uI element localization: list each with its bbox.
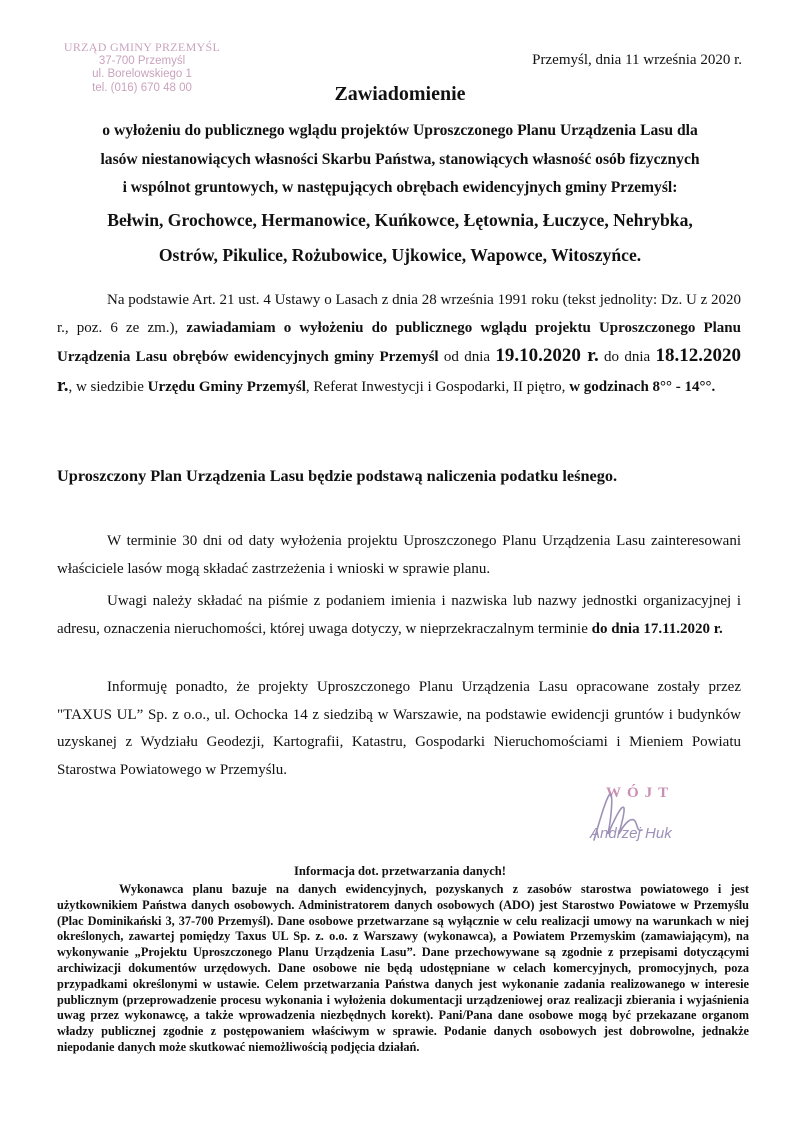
submission-deadline: do dnia 17.11.2020 r. [591, 620, 723, 637]
subject-villages-line-2: Ostrów, Pikulice, Rożubowice, Ujkowice, Wapowce, Witoszyńce. [158, 244, 642, 265]
legal-basis-text: Na podstawie Art. 21 ust. 4 Ustawy o Lasach z dnia 28 września 1991 roku (tekst jednolity: Dz. U z 2020 r., poz. 6 ze zm.), [57, 292, 741, 336]
document-title: Zawiadomienie [334, 83, 466, 105]
stamp-postal-code: 37-700 Przemyśl [98, 54, 186, 67]
signature-name: Andrzej Huk [590, 825, 672, 842]
data-processing-text: Wykonawca planu bazuje na danych ewidencyjnych, pozyskanych z zasobów starostwa powiatowego i jest użytkownikiem Państwa danych osobowych. Administratorem danych osobowych (ADO) jest Starostwo Powiatowe w Przemyślu (Plac Dominikański 3, 37-700 Przemyśl). Dane osobowe przetwarzane są wyłącznie w celu realizacji umowy na warunkach w niej określonych, zawartej pomiędzy Taxus UL Sp. z. o.o. z Warszawy (wykonawca), a Powiatem Przemyskim (zamawiającym), na wykonywanie „Projektu Uproszczonego Planu Urządzenia Lasu”. Dane przechowywane są zgodnie z przepisami dotyczącymi archiwizacji dokumentów urzędowych. Dane osobowe nie będą udostępniane w celach komercyjnych, promocyjnych, poza przypadkami określonymi w ustawie. Celem przetwarzania Państwa danych jest wykonanie zadania realizowanego w interesie publicznym (przeprowadzenie procesu wykonania i wyłożenia dokumentacji urządzeniowej oraz realizacji zbierania i wyjaśnienia uwag przez wykonawcę, a także wprowadzenia niezbędnych korekt). Pani/Pana dane osobowe mogą być przekazane organom władzy publicznej zgodnie z postępowaniem właściwym w sprawie. Podanie danych osobowych jest dobrowolne, jednakże niepodanie danych może skutkować niemożliwością podjęcia działań. [57, 882, 749, 1054]
announcement-bold: zawiadamiam o wyłożeniu do publicznego wglądu projektu Uproszczonego Planu Urządzenia Lasu obrębów ewidencyjnych gminy Przemyśl [57, 319, 741, 365]
objections-period-text: W terminie 30 dni od daty wyłożenia projektu Uproszczonego Planu Urządzenia Lasu zainteresowani właściciele lasów mogą składać zastrzeżenia i wnioski w sprawie planu. [57, 533, 741, 577]
notice-subject [60, 117, 740, 273]
stamp-phone: tel. (016) 670 48 00 [92, 81, 192, 94]
stamp-office-name: URZĄD GMINY PRZEMYŚL [63, 40, 221, 54]
subject-villages-line-1: Bełwin, Grochowce, Hermanowice, Kuńkowce, Łętownia, Łuczyce, Nehrybka, [107, 209, 693, 230]
office-hours: w godzinach 8°° - 14°°. [569, 378, 716, 395]
data-processing-title: Informacja dot. przetwarzania danych! [294, 864, 506, 878]
subject-line-1: o wyłożeniu do publicznego wglądu projektów Uproszczonego Planu Urządzenia Lasu dla [102, 122, 698, 139]
date-from: 19.10.2020 r. [495, 345, 599, 366]
plan-author-text: Informuję ponadto, że projekty Uproszczonego Planu Urządzenia Lasu opracowane zostały przez "TAXUS UL” Sp. z o.o., ul. Ochocka 14 z siedzibą w Warszawie, na podstawie ewidencji gruntów i budynków uzyskanej z Wydziału Geodezji, Kartografii, Katastru, Gospodarki Nieruchomościami i Mieniem Powiatu Starostwa Powiatowego w Przemyślu. [57, 679, 741, 778]
place-date: Przemyśl, dnia 11 września 2020 r. [532, 52, 742, 68]
signature-title: WÓJT [606, 785, 675, 801]
tax-basis-statement: Uproszczony Plan Urządzenia Lasu będzie podstawą naliczenia podatku leśnego. [57, 466, 618, 485]
submission-rules-text: Uwagi należy składać na piśmie z podaniem imienia i nazwiska lub nazwy jednostki organizacyjnej i adresu, oznaczenia nieruchomości, której uwaga dotyczy, w nieprzekraczalnym terminie [57, 593, 741, 637]
office-department: , Referat Inwestycji i Gospodarki, II piętro, [305, 378, 570, 395]
date-from-prefix: od dnia [438, 349, 496, 365]
subject-line-3: i wspólnot gruntowych, w następujących obrębach ewidencyjnych gminy Przemyśl: [122, 179, 678, 196]
date-to-prefix: do dnia [598, 349, 656, 365]
location-prefix: , w siedzibie [68, 378, 148, 395]
paragraph-legal-basis [57, 287, 741, 401]
subject-line-2: lasów niestanowiących własności Skarbu Państwa, stanowiących własność osób fizycznych [100, 150, 700, 168]
paragraph-objections-period [57, 528, 741, 583]
paragraph-plan-author [57, 674, 741, 784]
office-name: Urzędu Gminy Przemyśl [147, 378, 306, 395]
stamp-street: ul. Borelowskiego 1 [92, 68, 192, 80]
data-processing-paragraph [57, 882, 749, 1056]
date-to: 18.12.2020 r. [57, 345, 742, 396]
paragraph-submission-rules [57, 588, 741, 643]
